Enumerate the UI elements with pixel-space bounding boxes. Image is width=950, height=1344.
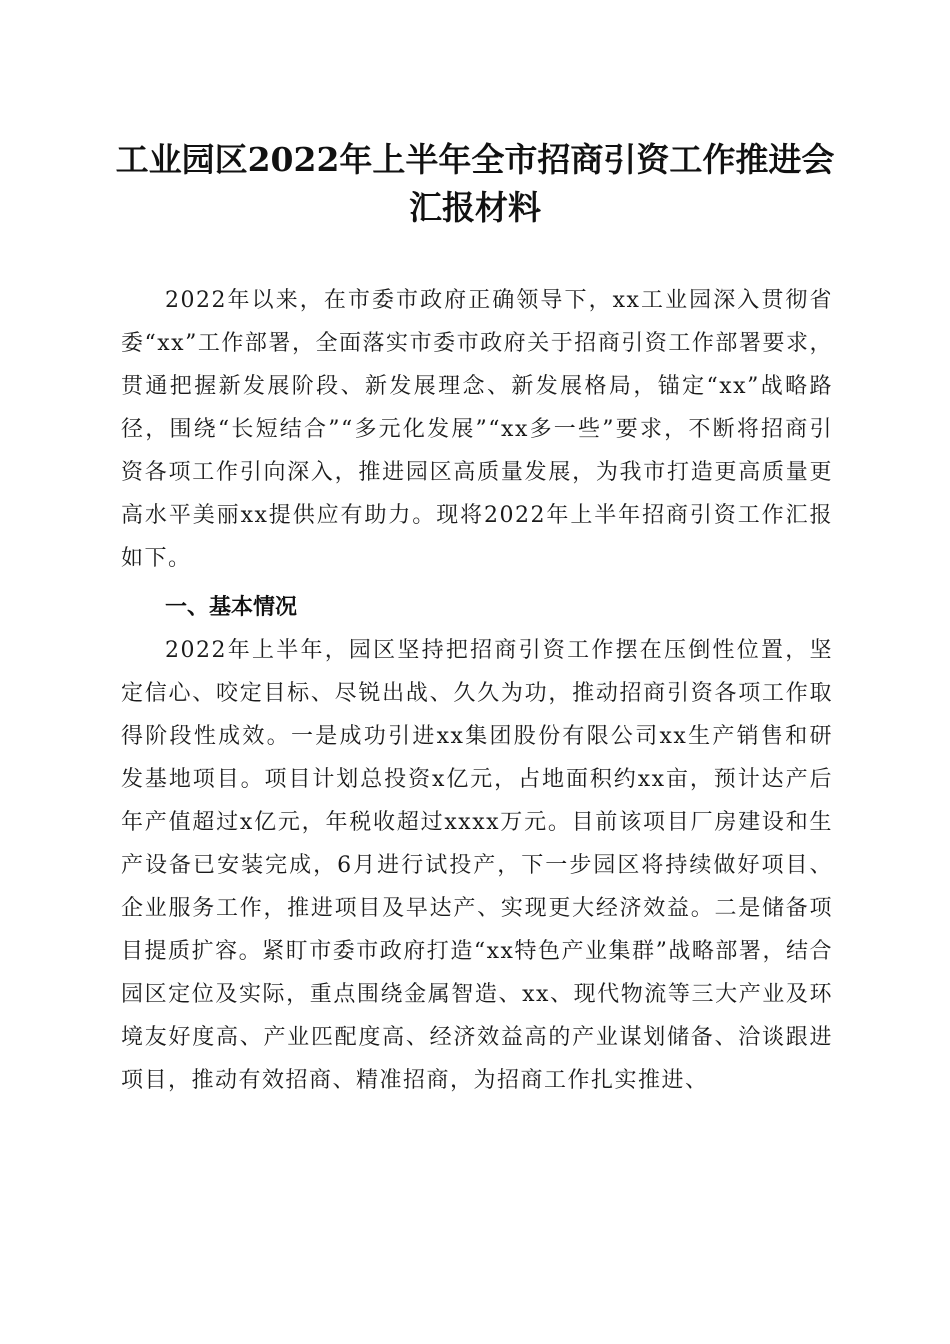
intro-paragraph: 2022年以来，在市委市政府正确领导下，xx工业园深入贯彻省委“xx”工作部署，全面落实市委市政府关于招商引资工作部署要求，贯通把握新发展阶段、新发展理念、新发展格局，锚定“xx”战略路径，围绕“长短结合”“多元化发展”“xx多一些”要求，不断将招商引资各项工作引向深入，推进园区高质量发展，为我市打造更高质量更高水平美丽xx提供应有助力。现将2022年上半年招商引资工作汇报如下。 bbox=[121, 288, 833, 571]
section-heading-basic-situation: 一、基本情况 bbox=[165, 595, 298, 620]
document-title: 工业园区2022年上半年全市招商引资工作推进会汇报材料 bbox=[115, 140, 835, 227]
section-paragraph-basic-situation: 2022年上半年，园区坚持把招商引资工作摆在压倒性位置，坚定信心、咬定目标、尽锐出战、久久为功，推动招商引资各项工作取得阶段性成效。一是成功引进xx集团股份有限公司xx生产销售和研发基地项目。项目计划总投资x亿元，占地面积约xx亩，预计达产后年产值超过x亿元，年税收超过xxxx万元。目前该项目厂房建设和生产设备已安装完成，6月进行试投产，下一步园区将持续做好项目、企业服务工作，推进项目及早达产、实现更大经济效益。二是储备项目提质扩容。紧盯市委市政府打造“xx特色产业集群”战略部署，结合园区定位及实际，重点围绕金属智造、xx、现代物流等三大产业及环境友好度高、产业匹配度高、经济效益高的产业谋划储备、洽谈跟进项目，推动有效招商、精准招商，为招商工作扎实推进、 bbox=[121, 638, 833, 1093]
